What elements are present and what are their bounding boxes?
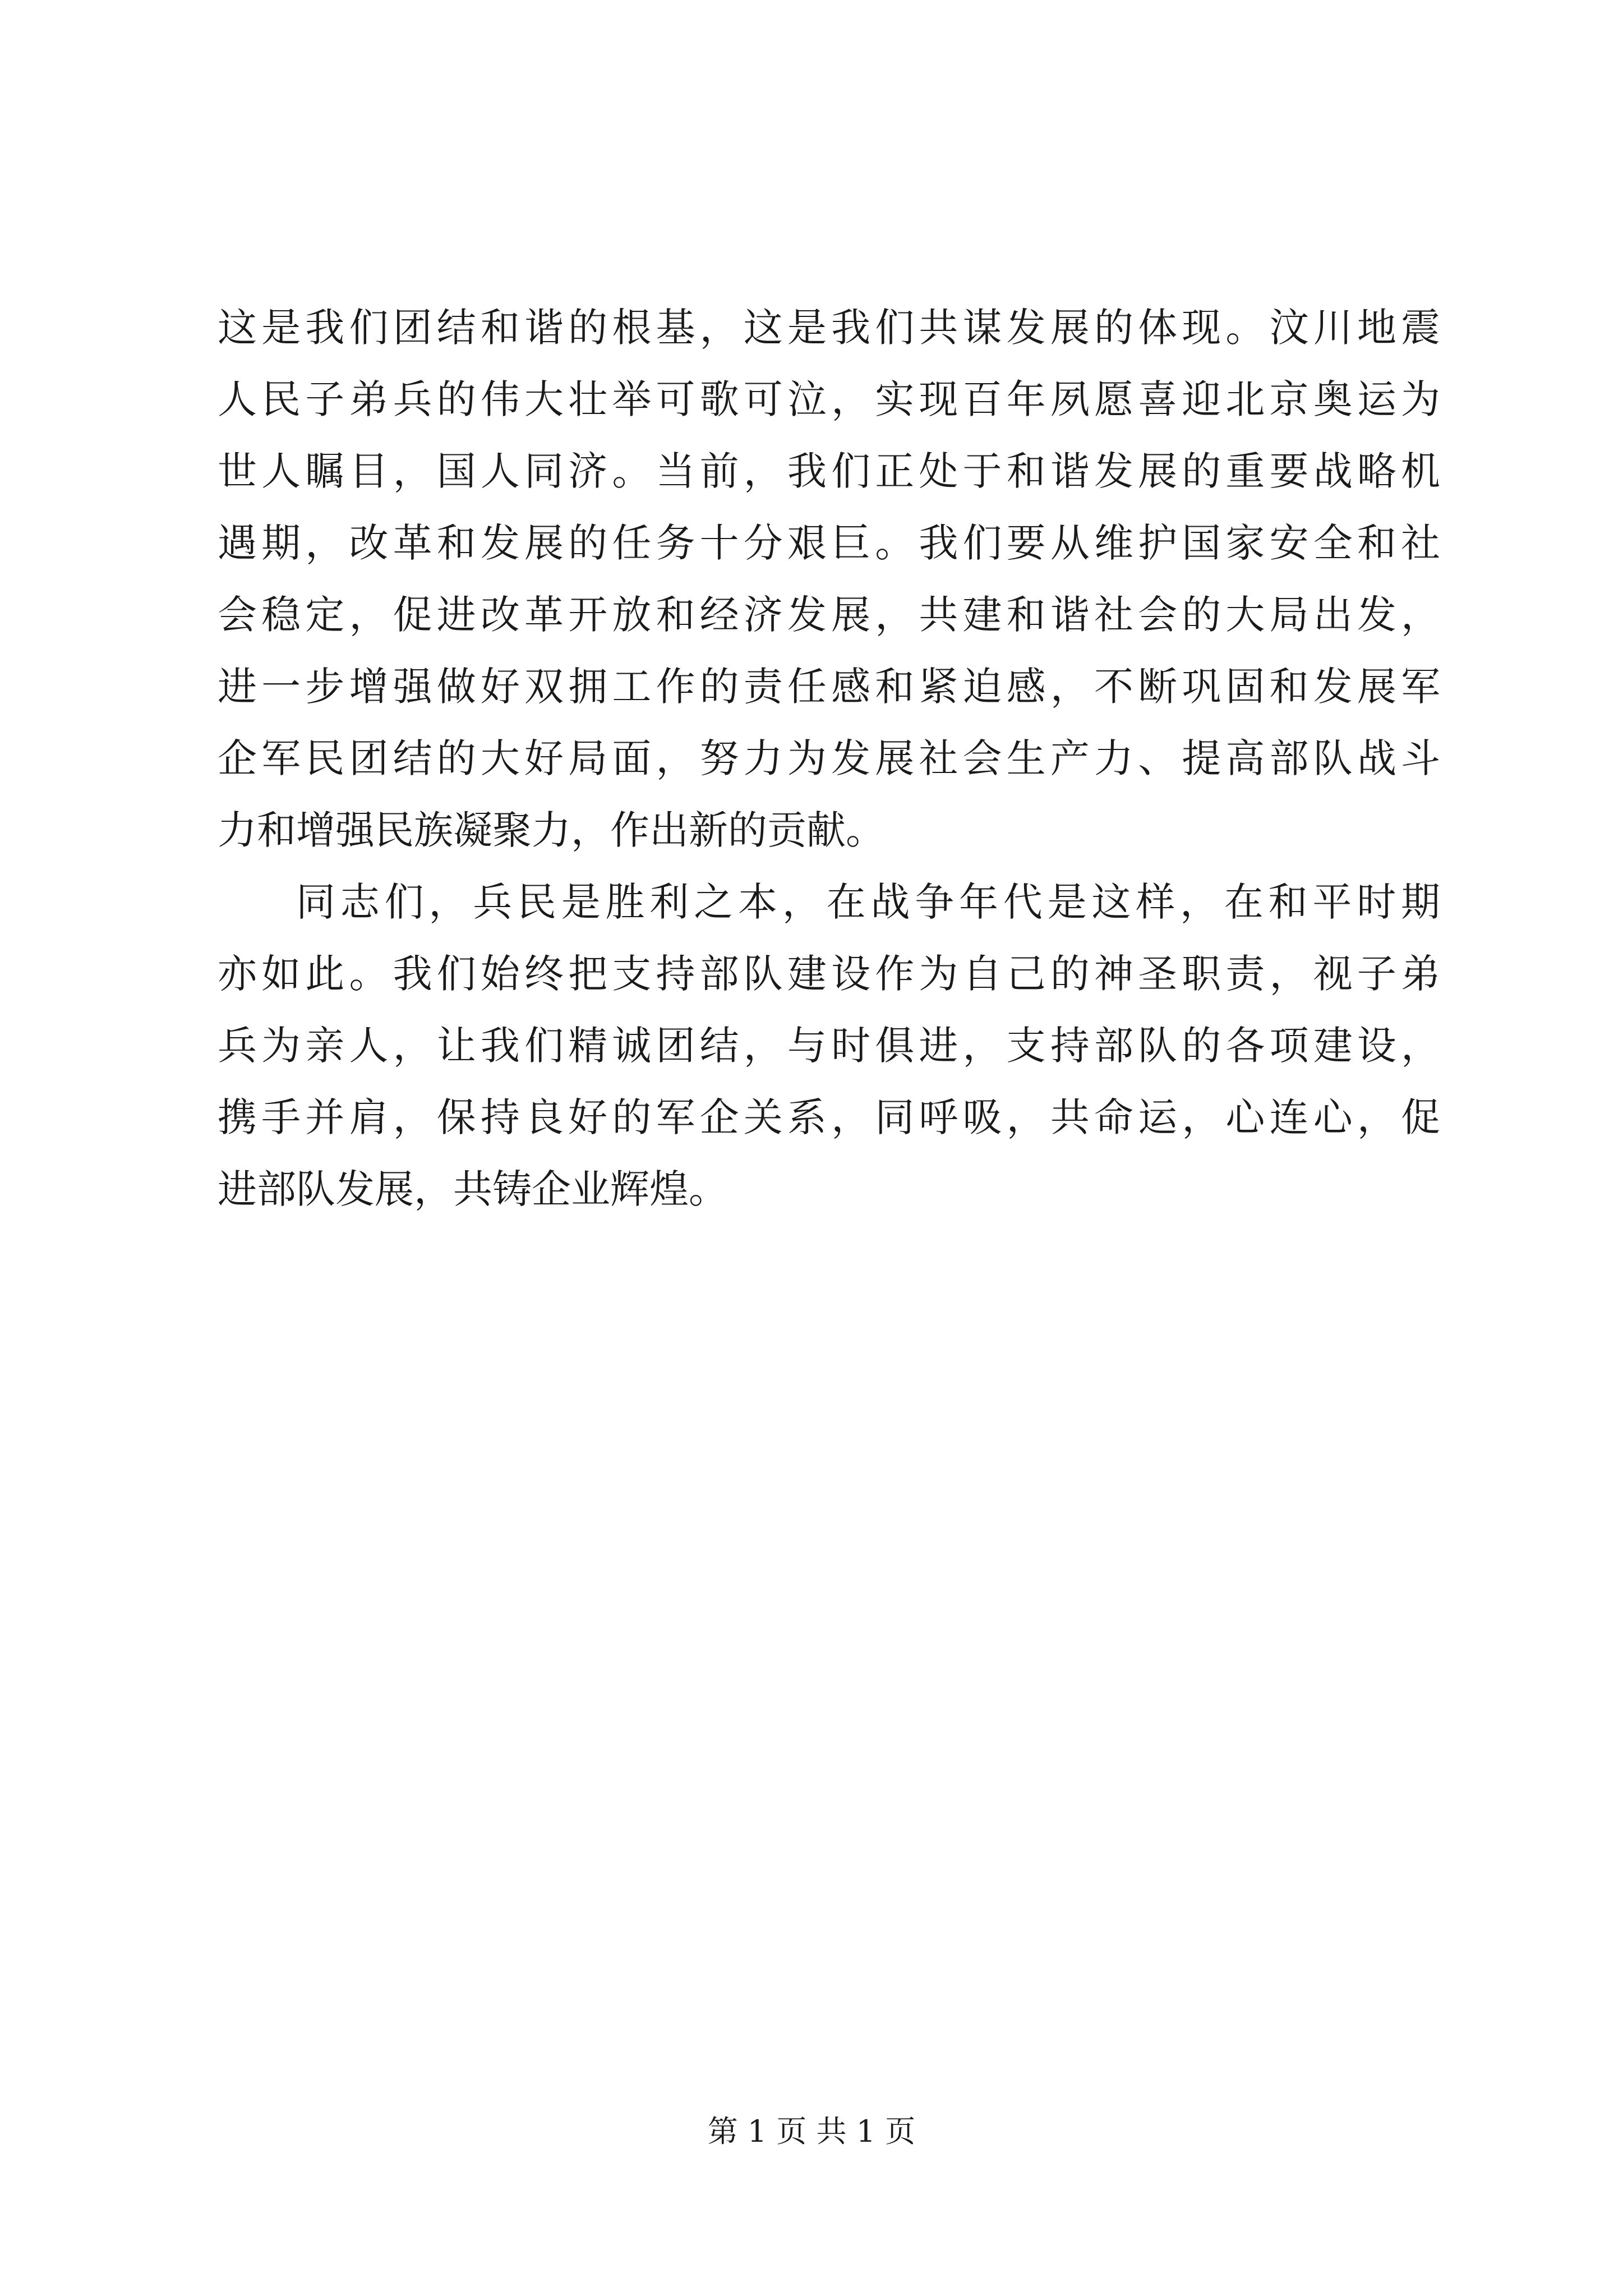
paragraph-1-line-1: 这是我们团结和谐的根基，这是我们共谋发展的体现。汶川地震	[218, 305, 1440, 351]
paragraph-1-line-6: 进一步增强做好双拥工作的责任感和紧迫感，不断巩固和发展军	[218, 664, 1440, 710]
paragraph-1-line-8: 力和增强民族凝聚力，作出新的贡献。	[218, 807, 885, 853]
paragraph-2-line-1: 同志们，兵民是胜利之本，在战争年代是这样，在和平时期	[296, 879, 1440, 925]
paragraph-2-line-4: 携手并肩，保持良好的军企关系，同呼吸，共命运，心连心，促	[218, 1094, 1440, 1140]
paragraph-2-line-3: 兵为亲人，让我们精诚团结，与时俱进，支持部队的各项建设，	[218, 1023, 1440, 1069]
body-text	[218, 292, 1440, 1225]
page-number-footer: 第 1 页 共 1 页	[707, 2114, 916, 2149]
paragraph-1-line-2: 人民子弟兵的伟大壮举可歌可泣，实现百年夙愿喜迎北京奥运为	[218, 376, 1440, 422]
paragraph-1-line-3: 世人瞩目，国人同济。当前，我们正处于和谐发展的重要战略机	[218, 448, 1440, 494]
paragraph-1-line-7: 企军民团结的大好局面，努力为发展社会生产力、提高部队战斗	[218, 735, 1440, 781]
paragraph-1-line-5: 会稳定，促进改革开放和经济发展，共建和谐社会的大局出发，	[218, 592, 1440, 638]
paragraph-2-line-2: 亦如此。我们始终把支持部队建设作为自己的神圣职责，视子弟	[218, 951, 1440, 997]
paragraph-1-line-4: 遇期，改革和发展的任务十分艰巨。我们要从维护国家安全和社	[218, 520, 1440, 566]
paragraph-2-line-5: 进部队发展，共铸企业辉煌。	[218, 1166, 728, 1212]
